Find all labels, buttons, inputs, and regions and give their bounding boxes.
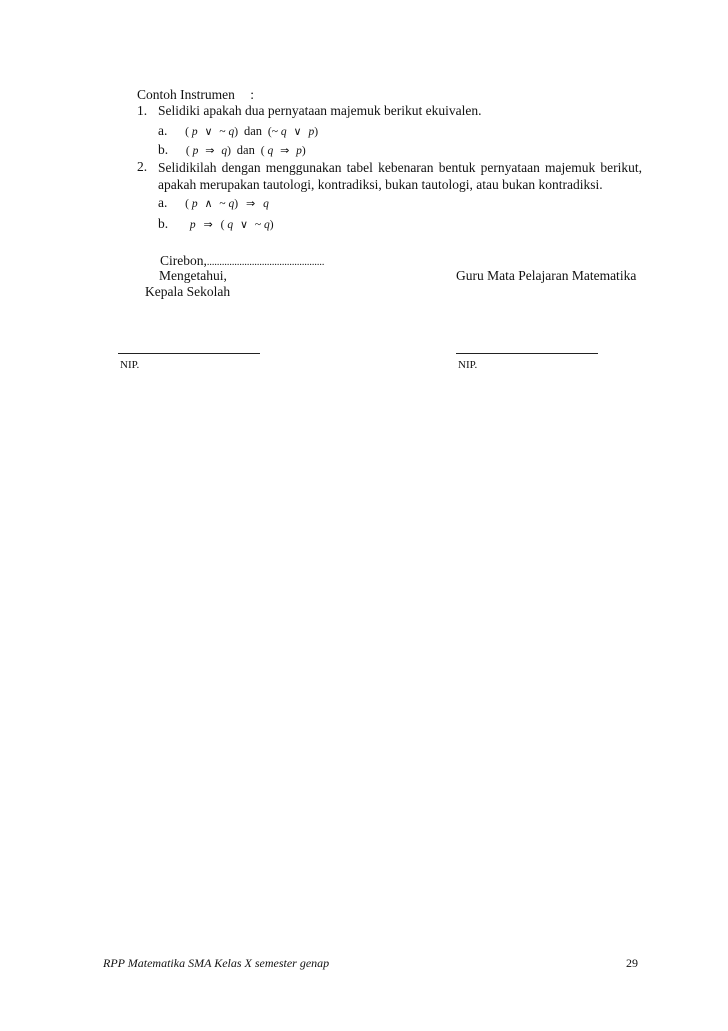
- signature-right-title: Guru Mata Pelajaran Matematika: [456, 268, 637, 283]
- implies-symbol: ⇒: [245, 197, 256, 210]
- item-1b-letter: b.: [158, 142, 169, 157]
- implies-symbol: ⇒: [205, 144, 215, 157]
- item-1-number: 1.: [137, 103, 148, 118]
- or-symbol: ∨: [239, 218, 248, 231]
- item-2-number: 2.: [137, 159, 148, 174]
- signature-place: Cirebon,...............................................: [160, 253, 325, 268]
- item-1a-letter: a.: [158, 123, 168, 138]
- footer-title: RPP Matematika SMA Kelas X semester genap: [103, 956, 330, 970]
- right-nip: NIP.: [458, 359, 478, 371]
- heading-label: Contoh Instrumen: [137, 87, 235, 102]
- or-symbol: ∨: [204, 125, 213, 138]
- signature-date-dots: ...............................................: [206, 257, 325, 268]
- section-heading: [137, 87, 254, 103]
- and-symbol: ∧: [204, 197, 213, 210]
- left-signature-line: [118, 353, 260, 354]
- item-1-text: Selidiki apakah dua pernyataan majemuk berikut ekuivalen.: [158, 103, 482, 118]
- signature-left-role: Mengetahui,: [159, 268, 227, 283]
- implies-symbol: ⇒: [203, 218, 213, 231]
- item-2a-letter: a.: [158, 195, 168, 210]
- item-2b: b. p ⇒ ( q ∨ ~ q): [158, 216, 274, 231]
- signature-left-title: Kepala Sekolah: [145, 284, 231, 299]
- implies-symbol: ⇒: [280, 144, 290, 157]
- item-2a: a. ( p ∧ ~ q) ⇒ q: [158, 195, 269, 210]
- item-1a: a. ( p ∨ ~ q) dan (~ q ∨ p): [158, 123, 319, 138]
- heading-colon: :: [250, 87, 255, 102]
- item-1b: b. ( p ⇒ q) dan ( q ⇒ p): [158, 142, 306, 157]
- item-2-text: Selidikilah dengan menggunakan tabel kebenaran bentuk pernyataan majemuk berikut, apakah merupakan tautologi, kontradiksi, bukan tautologi, atau bukan kontradiksi.: [158, 160, 642, 192]
- page-number: 29: [626, 956, 638, 970]
- or-symbol: ∨: [293, 125, 302, 138]
- item-2b-letter: b.: [158, 216, 169, 231]
- right-signature-line: [456, 353, 598, 354]
- left-nip: NIP.: [120, 359, 140, 371]
